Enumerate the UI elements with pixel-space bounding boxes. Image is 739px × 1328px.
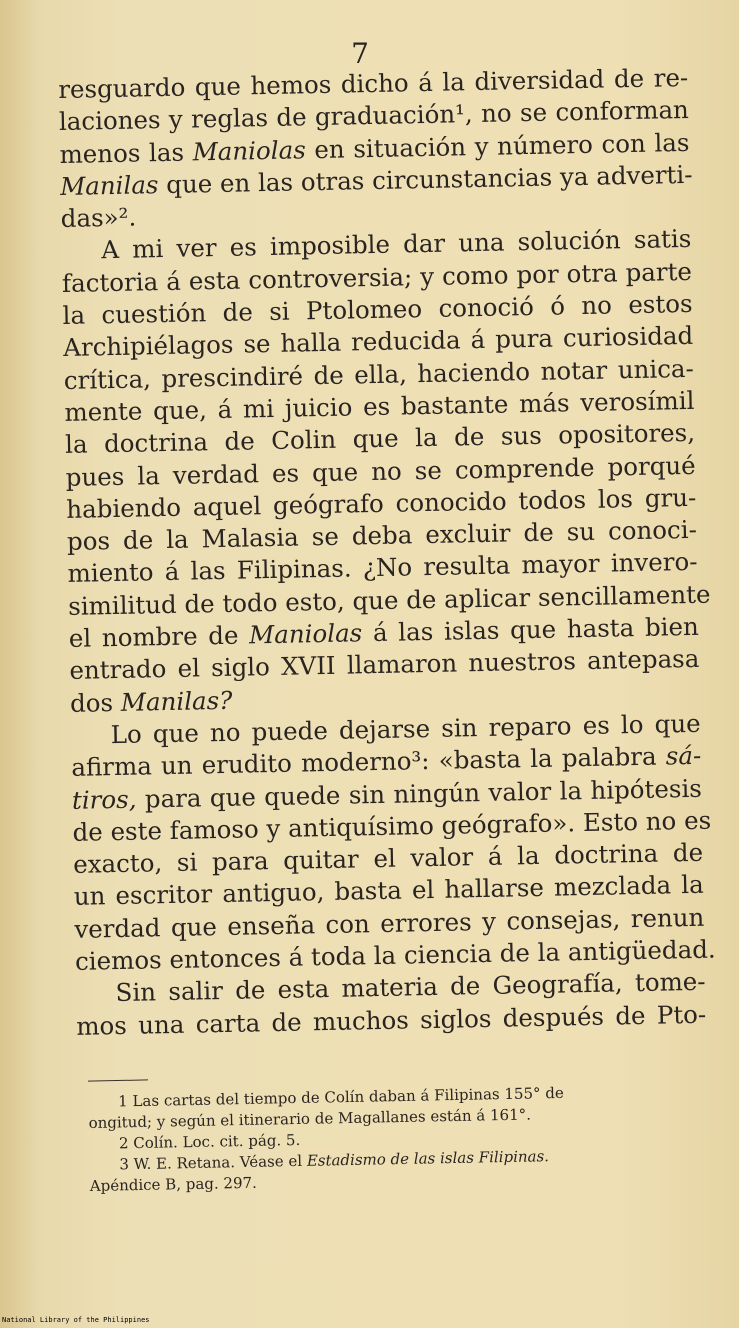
footnote-line: 3 W. E. Retana. Véase el Estadismo de las islas Filipinas. <box>119 1147 550 1174</box>
text-line: verdad que enseña con errores y consejas, renun <box>74 902 705 944</box>
text-line: Lo que no puede dejarse sin reparo es lo que <box>110 708 701 750</box>
text-line: de este famoso y antiquísimo geógrafo». Esto no es <box>72 805 712 847</box>
footnote-line: ongitud; y según el itinerario de Magallanes están á 161°. <box>88 1105 532 1132</box>
text-line: un escritor antiguo, basta el hallarse mezclada la <box>73 870 704 912</box>
italic-text: Manilas? <box>120 685 233 717</box>
text-line: resguardo que hemos dicho á la diversidad de re- <box>58 62 689 104</box>
text-line: la doctrina de Colin que la de sus opositores, <box>64 418 696 460</box>
text-line: factoria á esta controversia; y como por otra parte <box>61 256 693 298</box>
text-line: mente que, á mi juicio es bastante más verosímil <box>64 385 695 427</box>
italic-text: Estadismo de las islas Filipinas. <box>306 1147 550 1170</box>
text-line: dos Manilas? <box>69 685 233 718</box>
main-text <box>58 62 716 1043</box>
text-line: similitud de todo esto, que de aplicar sencillamente <box>67 579 711 621</box>
text-line: habiendo aquel geógrafo conocido todos los gru- <box>66 482 697 524</box>
text-line: pos de la Malasia se deba excluir de su conoci- <box>66 514 698 557</box>
text-line: laciones y reglas de graduación¹, no se conforman <box>58 95 690 137</box>
text-line: mos una carta de muchos siglos después de Pto- <box>75 999 707 1041</box>
text-line: Archipiélagos se halla reducida á pura curiosidad <box>62 321 694 363</box>
text-line: das»². <box>60 202 137 234</box>
italic-text: sá- <box>665 741 702 771</box>
text-line: menos las Maniolas en situación y número con las <box>59 127 690 169</box>
text-line: afirma un erudito moderno³: «basta la palabra sá- <box>71 741 702 783</box>
library-credit: National Library of the Philippines <box>2 1316 150 1324</box>
text-line: Sin salir de esta materia de Geografía, tome- <box>115 967 706 1008</box>
italic-text: tiros, <box>71 784 137 815</box>
footnotes <box>88 1080 700 1197</box>
text-line: A mi ver es imposible dar una solución satis <box>101 224 692 265</box>
text-line: miento á las Filipinas. ¿No resulta mayor invero- <box>67 547 698 589</box>
text-line: Manilas que en las otras circunstancias ya adverti- <box>59 159 693 201</box>
text-line: la cuestión de si Ptolomeo conoció ó no estos <box>62 288 693 331</box>
footnote-line: 2 Colín. Loc. cit. pág. 5. <box>118 1130 301 1153</box>
text-line: entrado el siglo XVII llamaron nuestros antepasa <box>69 644 700 686</box>
italic-text: Maniolas <box>192 134 307 167</box>
text-line: ciemos entonces á toda la ciencia de la antigüedad. <box>74 934 716 976</box>
text-line: crítica, prescindiré de ella, haciendo notar unica- <box>63 353 695 395</box>
footnote-line: 1 Las cartas del tiempo de Colín daban á Filipinas 155° de <box>118 1083 564 1111</box>
text-line: tiros, para que quede sin ningún valor la hipótesis <box>71 773 703 815</box>
footnote-divider <box>88 1079 148 1081</box>
footnote-line: Apéndice B, pag. 297. <box>89 1173 258 1195</box>
text-line: el nombre de Maniolas á las islas que hasta bien <box>68 611 699 653</box>
italic-text: Maniolas <box>248 618 363 650</box>
text-line: exacto, si para quitar el valor á la doctrina de <box>72 837 704 879</box>
text-line: pues la verdad es que no se comprende porqué <box>65 450 696 492</box>
page-number: 7 <box>351 37 369 70</box>
italic-text: Manilas <box>59 169 159 201</box>
